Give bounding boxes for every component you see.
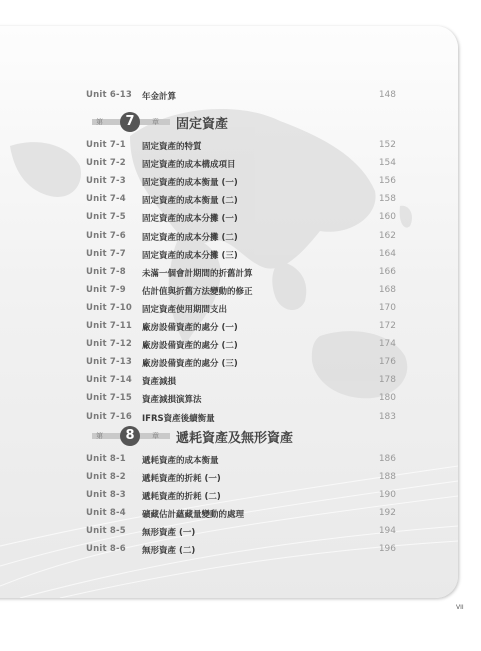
toc-row: [86, 285, 396, 299]
toc-unit-title: 遞耗資產的折耗 (一): [142, 473, 221, 484]
toc-page-number: 170: [378, 302, 396, 313]
chapter-number-badge: 8: [120, 426, 140, 446]
toc-unit-number: Unit 7-8: [86, 266, 126, 277]
toc-unit-number: Unit 8-5: [86, 526, 126, 536]
toc-unit-title: 固定資產的成本分攤 (一): [142, 214, 238, 225]
toc-unit-title: 年金計算: [142, 92, 177, 102]
toc-unit-number: Unit 7-12: [86, 339, 132, 350]
toc-page-number: 164: [378, 248, 396, 259]
toc-row: [86, 526, 396, 540]
toc-row: [86, 140, 396, 154]
chapter-title: 遞耗資產及無形資產: [176, 430, 294, 446]
toc-row: [86, 212, 396, 226]
toc-row: [86, 231, 396, 245]
toc-unit-number: Unit 7-9: [86, 284, 126, 295]
toc-page-number: 148: [378, 90, 396, 100]
toc-unit-title: 未滿一個會計期間的折舊計算: [142, 268, 253, 279]
chapter-heading: [92, 426, 392, 446]
toc-page-number: 160: [378, 212, 396, 223]
toc-page-number: 168: [378, 284, 396, 295]
toc-page-number: 183: [378, 411, 396, 422]
toc-row: [86, 158, 396, 172]
page-folio: VII: [456, 604, 464, 611]
toc-unit-number: Unit 7-13: [86, 357, 132, 368]
toc-unit-number: Unit 7-5: [86, 212, 126, 223]
toc-unit-title: 估計值與折舊方法變動的修正: [142, 286, 253, 297]
toc-row: [86, 249, 396, 263]
toc-unit-title: 資產減損演算法: [142, 395, 202, 406]
toc-unit-title: 無形資產 (一): [142, 528, 196, 538]
toc-page-number: 166: [378, 266, 396, 277]
toc-unit-title: 礦藏估計蘊藏量變動的處理: [142, 509, 245, 520]
chapter-heading: [92, 112, 392, 132]
chapter-suffix: 章: [152, 431, 159, 440]
toc-unit-title: 廠房設備資產的處分 (二): [142, 341, 238, 352]
toc-unit-number: Unit 8-6: [86, 544, 126, 555]
chapter-number-badge: 7: [120, 112, 140, 132]
toc-unit-number: Unit 7-14: [86, 375, 132, 386]
toc-unit-number: Unit 7-15: [86, 393, 132, 404]
toc-row: [86, 508, 396, 522]
toc-unit-title: 資產減損: [142, 377, 177, 388]
chapter-suffix: 章: [152, 118, 159, 126]
toc-unit-title: 固定資產的成本衡量 (二): [142, 196, 238, 207]
toc-unit-title: 固定資產的特質: [142, 142, 202, 152]
toc-unit-title: 固定資產的成本分攤 (二): [142, 232, 238, 243]
toc-page-number: 192: [378, 507, 396, 518]
toc-unit-number: Unit 6-13: [86, 90, 132, 100]
toc-unit-number: Unit 8-3: [86, 489, 126, 500]
toc-unit-number: Unit 8-2: [86, 471, 126, 482]
toc-unit-number: Unit 7-7: [86, 248, 126, 259]
toc-row: [86, 194, 396, 208]
chapter-title: 固定資產: [176, 117, 229, 132]
toc-unit-title: 固定資產使用期間支出: [142, 304, 228, 315]
toc-page-number: 194: [378, 526, 396, 536]
toc-page-number: 174: [378, 339, 396, 350]
toc-unit-number: Unit 8-4: [86, 507, 126, 518]
toc-unit-title: 固定資產的成本構成項目: [142, 160, 236, 171]
toc-unit-title: 廠房設備資產的處分 (一): [142, 323, 238, 333]
toc-row: [86, 303, 396, 317]
toc-row: [86, 544, 396, 558]
toc-row: [86, 472, 396, 486]
toc-unit-title: 固定資產的成本分攤 (三): [142, 250, 238, 261]
toc-unit-title: 固定資產的成本衡量 (一): [142, 178, 238, 189]
toc-unit-number: Unit 7-1: [86, 140, 126, 150]
toc-row: [86, 321, 396, 335]
toc-row: [86, 490, 396, 504]
toc-row: [86, 375, 396, 389]
toc-row: [86, 412, 396, 426]
chapter-prefix: 第: [96, 118, 103, 126]
toc-unit-number: Unit 8-1: [86, 453, 126, 464]
toc-page-number: 158: [378, 194, 396, 205]
toc-page-number: 162: [378, 230, 396, 241]
toc-page-number: 190: [378, 489, 396, 500]
toc-page-number: 178: [378, 375, 396, 386]
toc-row: [86, 357, 396, 371]
toc-row: [86, 393, 396, 407]
toc-unit-number: Unit 7-4: [86, 194, 126, 205]
toc-row: [86, 339, 396, 353]
toc-page-number: 188: [378, 471, 396, 482]
chapter-prefix: 第: [96, 431, 103, 440]
toc-unit-title: 遞耗資產的折耗 (二): [142, 491, 221, 502]
toc-page-number: 152: [378, 140, 396, 150]
toc-unit-title: 廠房設備資產的處分 (三): [142, 359, 238, 370]
toc-unit-number: Unit 7-11: [86, 321, 132, 331]
toc-unit-title: 無形資產 (二): [142, 546, 196, 557]
toc-page-number: 156: [378, 176, 396, 187]
toc-unit-number: Unit 7-2: [86, 158, 126, 169]
toc-page-number: 172: [378, 321, 396, 331]
toc-unit-number: Unit 7-6: [86, 230, 126, 241]
toc-unit-title: IFRS資產後續衡量: [142, 413, 215, 424]
toc-row: [86, 90, 396, 104]
toc-row: [86, 176, 396, 190]
toc-page-number: 180: [378, 393, 396, 404]
toc-unit-title: 遞耗資產的成本衡量: [142, 455, 219, 466]
toc-page-number: 186: [378, 453, 396, 464]
toc-row: [86, 267, 396, 281]
toc-page-number: 154: [378, 158, 396, 169]
toc-unit-number: Unit 7-3: [86, 176, 126, 187]
toc-unit-number: Unit 7-16: [86, 411, 132, 422]
toc-page-number: 176: [378, 357, 396, 368]
toc-unit-number: Unit 7-10: [86, 302, 132, 313]
toc-page-number: 196: [378, 544, 396, 555]
toc-row: [86, 454, 396, 468]
